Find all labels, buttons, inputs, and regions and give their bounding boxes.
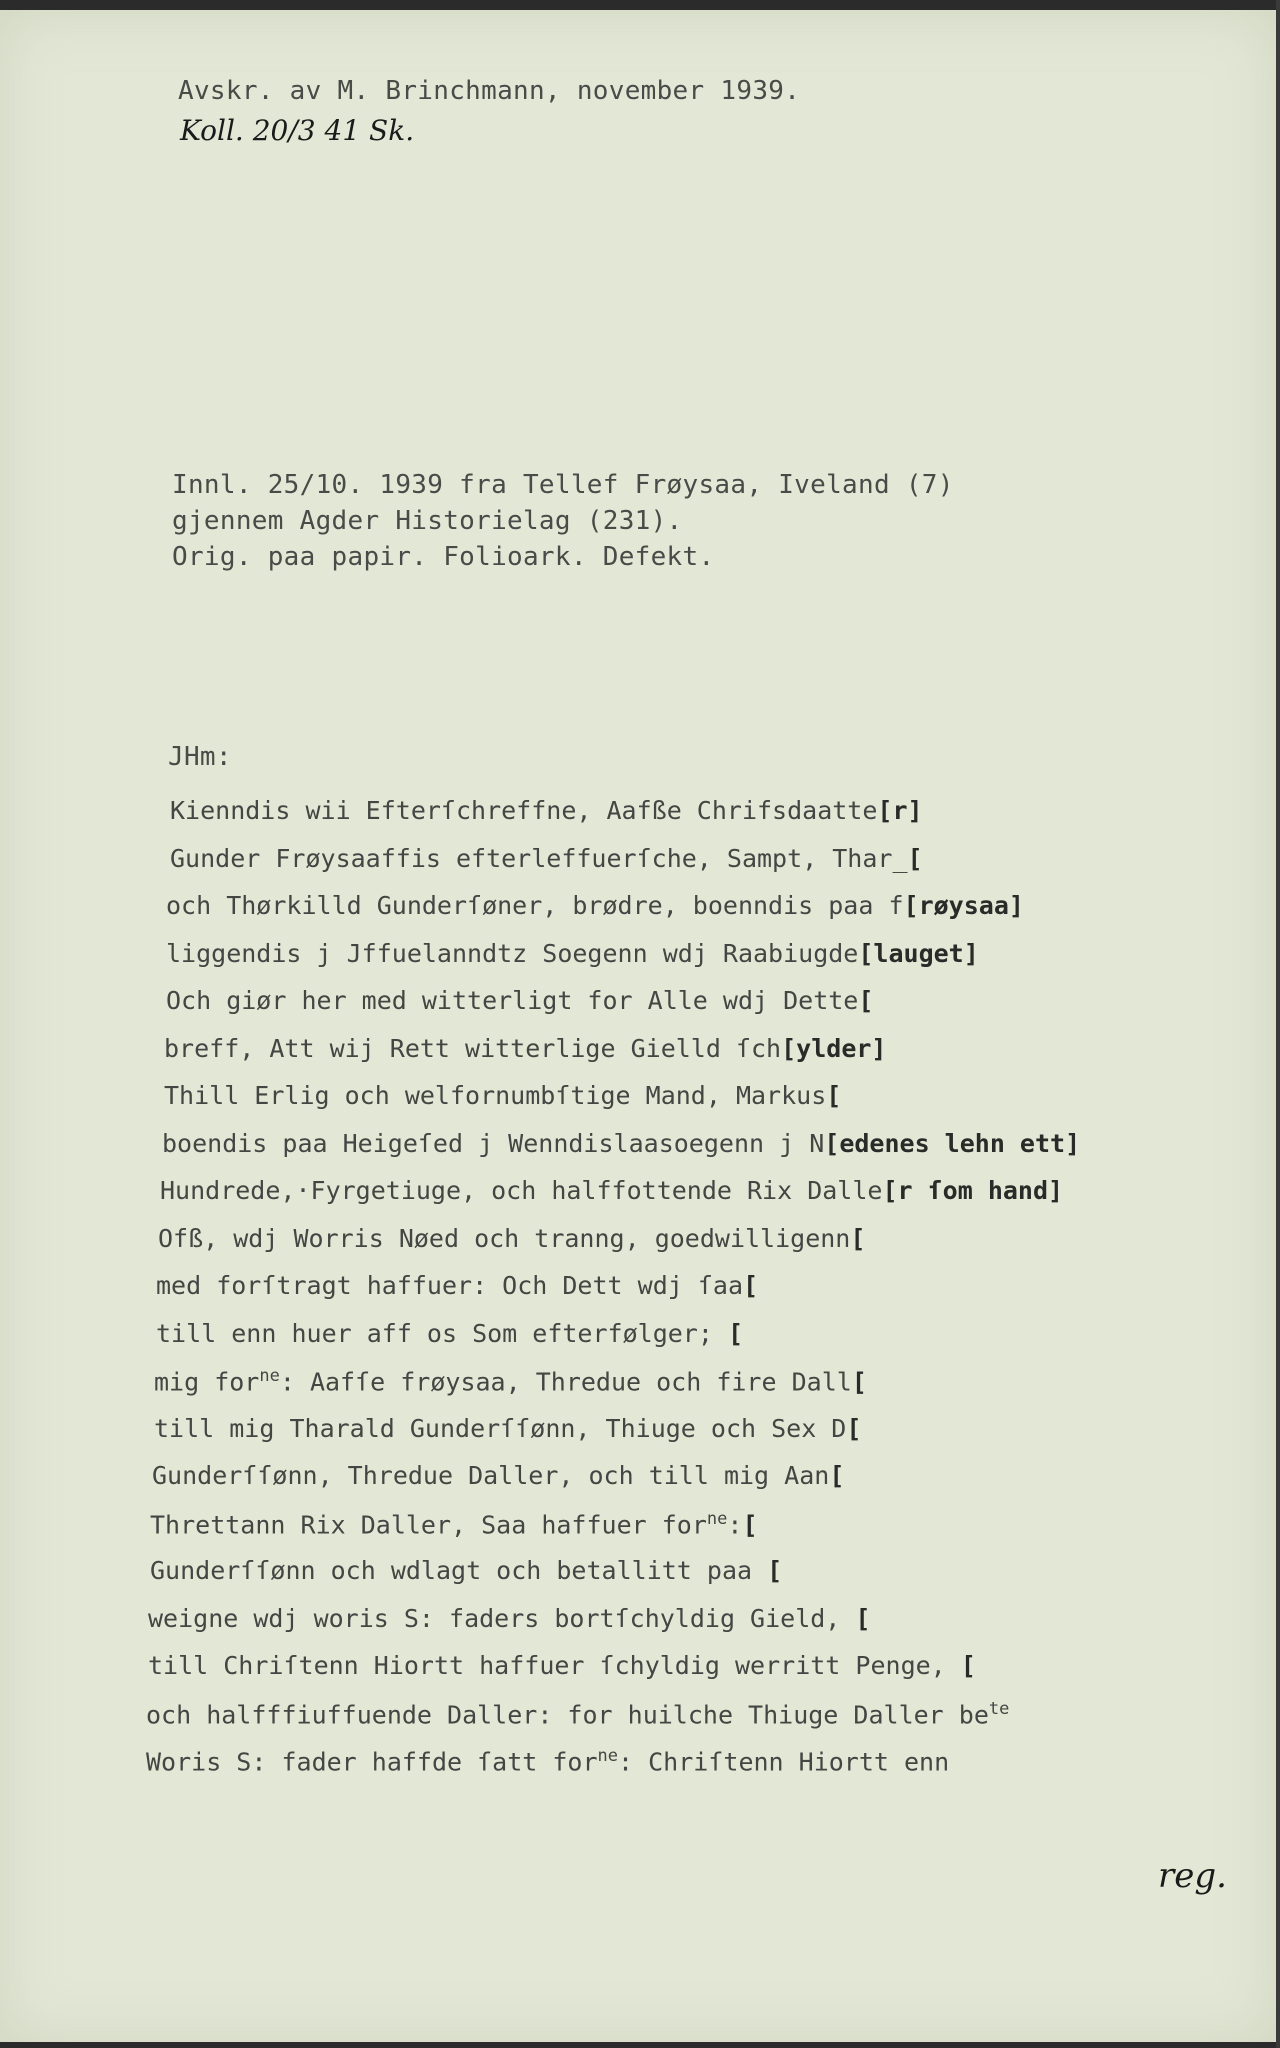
transcript-text: Kienndis wii Efterſchreffne, Aafße Chrifsdaatte [170, 796, 878, 825]
document-page [0, 10, 1276, 2042]
editorial-bracket: [ [767, 1556, 783, 1585]
transcript-text: Woris S: fader haffde ſatt for [146, 1747, 598, 1777]
transcript-text: och halfffiuffuende Daller: for huilche Thiuge Daller be [146, 1700, 989, 1730]
transcript-text: Ofß, wdj Worris Nøed och tranng, goedwilligenn [158, 1224, 851, 1253]
editorial-bracket: [ [742, 1510, 758, 1540]
editorial-bracket: [ [727, 1319, 744, 1348]
transcript-line [146, 1746, 949, 1776]
transcript-line [162, 1129, 1080, 1158]
transcript-line [170, 796, 923, 825]
transcript-line [166, 891, 1024, 920]
transcript-text-continued: : Aafſe frøysaa, Thredue och fire Dall [279, 1367, 852, 1397]
transcript-text: och Thørkilld Gunderſøner, brødre, boenndis paa f [166, 891, 904, 920]
transcript-line [166, 939, 979, 968]
transcript-text: Thill Erlig och welfornumbſtige Mand, Markus [164, 1081, 827, 1110]
editorial-bracket: [ [850, 1224, 866, 1253]
transcript-text: Gunderſſønn och wdlagt och betallitt paa [150, 1556, 768, 1585]
editorial-bracket: [lauget] [858, 939, 979, 968]
transcript-line [148, 1604, 870, 1633]
transcript-line [150, 1509, 758, 1539]
transcript-line [150, 1556, 782, 1585]
transcript-line [152, 1461, 844, 1490]
transcript-line [158, 1224, 865, 1253]
transcript-text-continued: : [727, 1510, 743, 1540]
transcript-line [160, 1176, 1063, 1205]
transcript-line [154, 1366, 867, 1396]
transcript-line [164, 1081, 841, 1110]
provenance-line-2: gjennem Agder Historielag (231). [172, 506, 683, 536]
corner-note-handwritten: reg. [1158, 1856, 1227, 1896]
editorial-bracket: [ [907, 844, 923, 873]
editorial-bracket: [røysaa] [903, 891, 1024, 920]
transcript-text: Gunder Frøysaaffis efterleffuerſche, Sampt, Thar_ [170, 844, 908, 873]
editorial-bracket: [ [846, 1414, 862, 1443]
editorial-bracket: [ [858, 986, 874, 1015]
transcript-line [170, 844, 923, 873]
transcription-note: Avskr. av M. Brinchmann, november 1939. [178, 76, 801, 106]
editorial-bracket: [ [855, 1604, 871, 1633]
editorial-bracket: [ [829, 1461, 845, 1490]
transcript-text: Threttann Rix Daller, Saa haffuer for [150, 1510, 707, 1540]
editorial-bracket: [r ſom hand] [882, 1176, 1064, 1205]
provenance-line-3: Orig. paa papir. Folioark. Defekt. [172, 542, 715, 572]
transcript-text: boendis paa Heigeſed j Wenndislaasoegenn j N [162, 1129, 825, 1158]
transcript-text: Och giør her med witterligt for Alle wdj Dette [166, 986, 859, 1015]
salutation: JHm: [168, 742, 232, 772]
transcript-line [154, 1414, 861, 1443]
transcript-line [148, 1651, 976, 1680]
editorial-bracket: [ [851, 1367, 867, 1397]
transcript-text: breff, Att wij Rett witterlige Gielld ſch [164, 1034, 782, 1063]
transcript-text: Hundrede,·Fyrgetiuge, och halffottende Rix Dalle [160, 1176, 883, 1205]
editorial-bracket: [ [960, 1651, 976, 1680]
transcript-text-continued: : Chriſtenn Hiortt enn [618, 1747, 950, 1777]
transcript-text: till mig Tharald Gunderſſønn, Thiuge och Sex D [154, 1414, 847, 1443]
collation-note-handwritten: Koll. 20/3 41 Sk. [180, 114, 415, 147]
transcript-text: med forſtragt haffuer: Och Dett wdj ſaa [156, 1271, 743, 1300]
transcript-text: till enn huer aff os Som efterfølger; [156, 1319, 728, 1348]
superscript-abbrev: ne [706, 1509, 728, 1529]
transcript-line [164, 1034, 886, 1063]
transcript-text: mig for [154, 1367, 260, 1397]
provenance-line-1: Innl. 25/10. 1939 fra Tellef Frøysaa, Iveland (7) [172, 470, 954, 500]
transcript-line [156, 1319, 743, 1348]
editorial-bracket: [r] [877, 796, 923, 825]
editorial-bracket: [ [743, 1271, 759, 1300]
transcript-text: liggendis j Jffuelanndtz Soegenn wdj Raabiugde [166, 939, 859, 968]
transcript-line [146, 1699, 1009, 1729]
scan-edge [1276, 0, 1280, 2048]
transcript-text: weigne wdj woris S: faders bortſchyldig Gield, [148, 1604, 856, 1633]
editorial-bracket: [ [826, 1081, 842, 1110]
transcript-text: Gunderſſønn, Thredue Daller, och till mig Aan [152, 1461, 830, 1490]
superscript-abbrev: te [988, 1699, 1010, 1719]
editorial-bracket: [edenes lehn ett] [824, 1129, 1081, 1158]
editorial-bracket: [ylder] [781, 1034, 887, 1063]
superscript-abbrev: ne [597, 1746, 619, 1766]
transcript-text: till Chriſtenn Hiortt haffuer ſchyldig werritt Penge, [148, 1651, 961, 1680]
transcript-line [166, 986, 873, 1015]
superscript-abbrev: ne [259, 1366, 280, 1386]
transcript-line [156, 1271, 758, 1300]
